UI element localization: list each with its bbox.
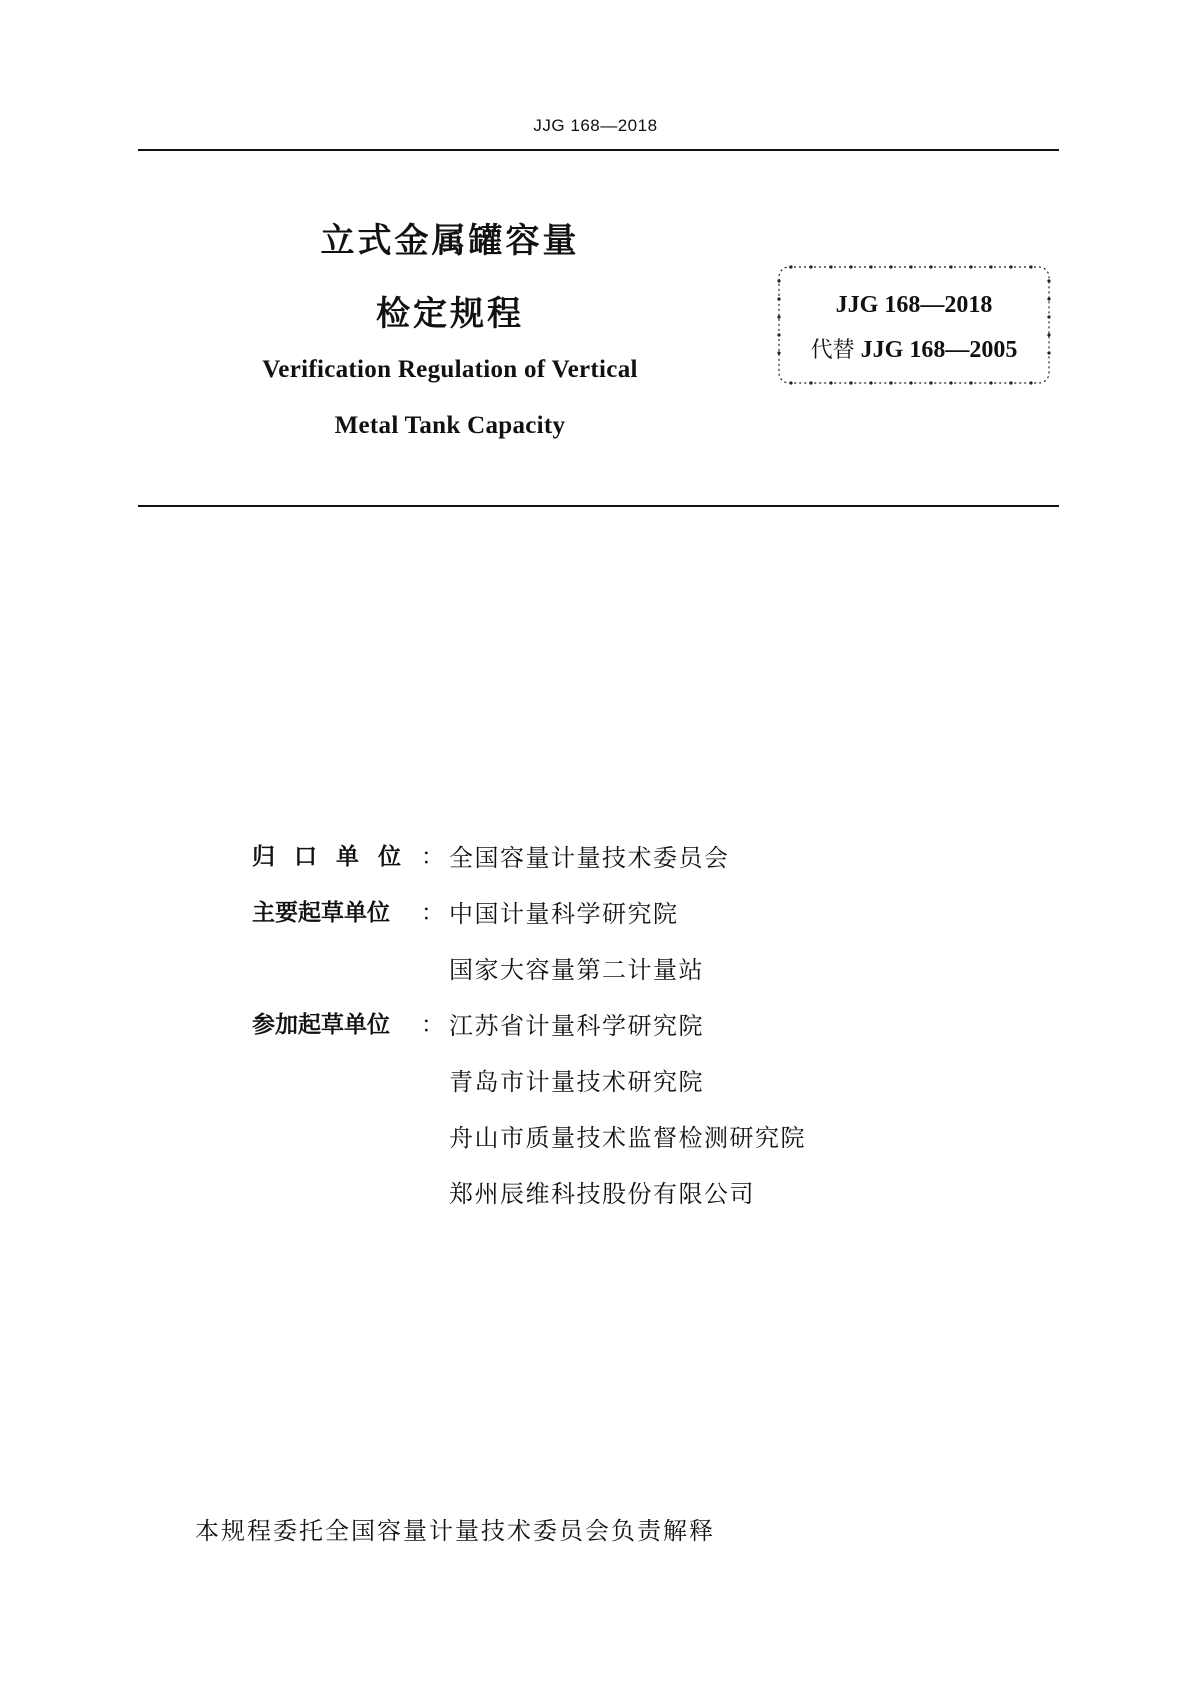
border-ornament-dot (849, 265, 852, 268)
participants-row-4 (0, 1174, 1191, 1214)
border-ornament-dot (809, 381, 812, 384)
participant: 青岛市计量技术研究院 (449, 1068, 704, 1096)
participants-row-3 (0, 1118, 1191, 1158)
border-ornament-dot (909, 265, 912, 268)
replaces-line (775, 333, 1053, 364)
participant: 江苏省计量科学研究院 (449, 1012, 704, 1040)
border-ornament-dot (869, 381, 872, 384)
border-ornament-dot (929, 381, 932, 384)
title-en-line1: Verification Regulation of Vertical (262, 356, 638, 383)
main-drafters-label: 主要起草单位 (252, 900, 390, 926)
title-zh-line1: 立式金属罐容量 (320, 221, 580, 261)
participants-row-2 (0, 1062, 1191, 1102)
border-ornament-dot (869, 265, 872, 268)
title-en-line2: Metal Tank Capacity (334, 412, 566, 439)
border-ornament-dot (809, 265, 812, 268)
main-drafters-row (0, 894, 1191, 934)
border-ornament-dot (777, 279, 780, 282)
border-ornament-dot (1009, 381, 1012, 384)
border-ornament-dot (1029, 381, 1032, 384)
border-ornament-dot (969, 381, 972, 384)
border-ornament-dot (1009, 265, 1012, 268)
main-drafter: 中国计量科学研究院 (449, 900, 679, 928)
decorative-border (775, 263, 1053, 387)
replaces-code: JJG 168—2005 (860, 337, 1018, 363)
running-header-code: JJG 168—2018 (533, 116, 658, 135)
standard-code-box (775, 263, 1053, 387)
responsible-unit: 全国容量计量技术委员会 (449, 844, 730, 872)
replaces-prefix: 代替 (810, 338, 855, 363)
border-ornament-dot (929, 265, 932, 268)
border-ornament-dot (989, 381, 992, 384)
label-colon: ： (421, 900, 444, 926)
participants-label: 参加起草单位 (252, 1012, 390, 1038)
border-ornament-dot (829, 265, 832, 268)
border-ornament-dot (829, 381, 832, 384)
title-zh-line2: 检定规程 (376, 294, 524, 334)
border-ornament-dot (949, 265, 952, 268)
main-drafter: 国家大容量第二计量站 (449, 956, 704, 984)
participant: 郑州辰维科技股份有限公司 (449, 1180, 755, 1208)
border-ornament-dot (889, 265, 892, 268)
responsible-unit-label: 归口单位 (252, 844, 420, 870)
participants-row (0, 1006, 1191, 1046)
standard-code: JJG 168—2018 (835, 292, 993, 318)
border-ornament-dot (909, 381, 912, 384)
participant: 舟山市质量技术监督检测研究院 (449, 1124, 806, 1152)
border-ornament-dot (969, 265, 972, 268)
responsible-unit-row (0, 838, 1191, 878)
border-ornament-dot (1047, 279, 1050, 282)
border-ornament-dot (949, 381, 952, 384)
border-ornament-dot (889, 381, 892, 384)
bottom-divider (138, 505, 1059, 507)
main-drafters-row-2 (0, 950, 1191, 990)
border-ornament-dot (1029, 265, 1032, 268)
label-colon: ： (421, 844, 444, 870)
interpretation-note: 本规程委托全国容量计量技术委员会负责解释 (195, 1517, 715, 1545)
top-divider (138, 149, 1059, 151)
border-ornament-dot (989, 265, 992, 268)
border-ornament-dot (849, 381, 852, 384)
border-ornament-dot (789, 265, 792, 268)
border-ornament-dot (789, 381, 792, 384)
label-colon: ： (421, 1012, 444, 1038)
